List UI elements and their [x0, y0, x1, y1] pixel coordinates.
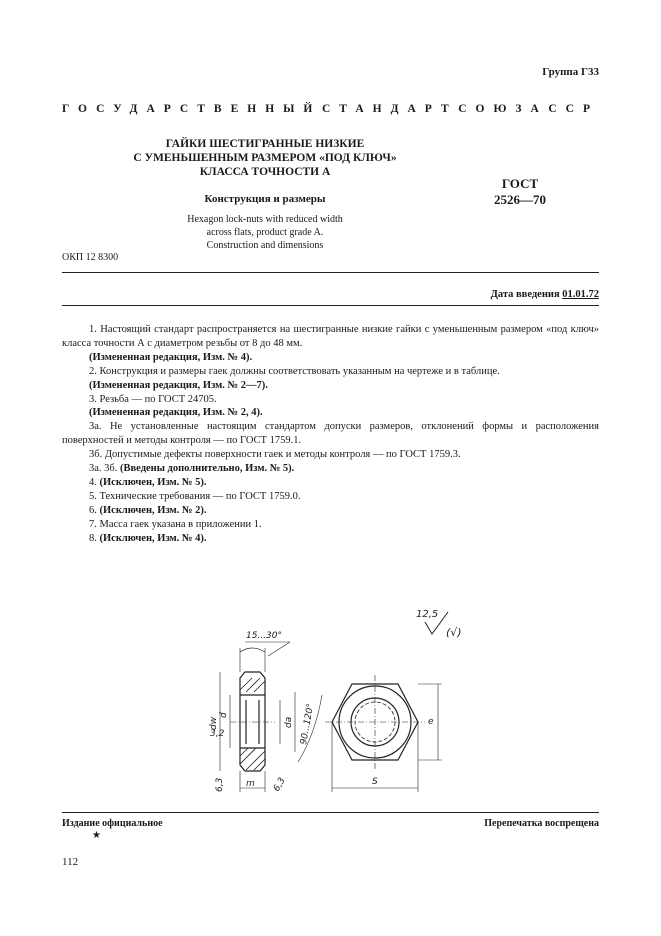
- paragraph: [62, 532, 599, 546]
- divider: [62, 812, 599, 813]
- paragraph: [62, 379, 599, 393]
- paragraph: 5. Технические требования — по ГОСТ 1759.0.: [89, 490, 301, 502]
- document-body: [62, 323, 599, 546]
- dim-d: d: [219, 712, 229, 718]
- document-subtitle: Конструкция и размеры: [204, 193, 326, 205]
- amendment-note: (Исключен, Изм. № 4).: [99, 532, 207, 544]
- dim-m: m: [246, 779, 255, 789]
- dim-c3: 6,3: [271, 776, 288, 794]
- standard-word: ССР: [548, 103, 599, 115]
- okp-code: ОКП 12 8300: [62, 252, 119, 263]
- paragraph: [62, 406, 599, 420]
- group-code: Группа Г33: [542, 66, 599, 78]
- roughness-sub: (√): [446, 626, 462, 639]
- dim-da: da: [284, 716, 294, 728]
- divider: [62, 305, 599, 306]
- date-value: 01.01.72: [562, 289, 599, 300]
- standard-word: СТАНДАРТ: [321, 103, 458, 115]
- amendment-note: (Измененная редакция, Изм. № 4).: [89, 351, 253, 363]
- reprint-note: Перепечатка воспрещена: [484, 818, 599, 829]
- dim-e: e: [428, 717, 434, 727]
- amendment-note: (Измененная редакция, Изм. № 2—7).: [89, 379, 268, 391]
- divider: [62, 272, 599, 273]
- gost-label: ГОСТ: [501, 176, 539, 191]
- roughness-value: 12,5: [416, 609, 439, 620]
- paragraph: [62, 351, 599, 365]
- effective-date: [491, 289, 599, 300]
- dim-c1: 3,2: [210, 729, 225, 739]
- dim-s: S: [372, 777, 378, 787]
- dim-c2: 6,3: [215, 777, 225, 792]
- english-line: Hexagon lock-nuts with reduced width: [187, 214, 343, 225]
- amendment-note: (Исключен, Изм. № 5).: [99, 476, 207, 488]
- paragraph: 1. Настоящий стандарт распространяется на шестигранные низкие гайки с уменьшенным размером «под ключ» класса точности А с диаметром резьбы от 8 до 48 мм.: [62, 324, 599, 349]
- clause-number: 3а. 3б.: [89, 463, 118, 475]
- document-title: [100, 137, 430, 179]
- clause-number: 8.: [89, 532, 97, 544]
- paragraph: 7. Масса гаек указана в приложении 1.: [89, 518, 262, 530]
- standard-word: ГОСУДАРСТВЕННЫЙ: [62, 103, 322, 115]
- title-line: С УМЕНЬШЕННЫМ РАЗМЕРОМ «ПОД КЛЮЧ»: [133, 152, 397, 164]
- paragraph: 3. Резьба — по ГОСТ 24705.: [89, 393, 217, 405]
- dim-dw: dw: [209, 716, 219, 730]
- front-view: [325, 675, 442, 792]
- title-line: КЛАССА ТОЧНОСТИ А: [199, 166, 331, 178]
- edition-note: Издание официальное: [62, 818, 163, 829]
- english-title: [100, 213, 430, 252]
- amendment-note: (Исключен, Изм. № 2).: [99, 504, 207, 516]
- paragraph: [62, 504, 599, 518]
- paragraph: [62, 462, 599, 476]
- paragraph: 3б. Допустимые дефекты поверхности гаек и методы контроля — по ГОСТ 1759.3.: [89, 449, 461, 461]
- star-icon: ★: [92, 830, 101, 841]
- title-line: ГАЙКИ ШЕСТИГРАННЫЕ НИЗКИЕ: [165, 138, 365, 150]
- paragraph: 2. Конструкция и размеры гаек должны соответствовать указанным на чертеже и в таблице.: [89, 365, 500, 377]
- countersink-angle-label: 90...120°: [299, 702, 317, 746]
- clause-number: 4.: [89, 476, 97, 488]
- paragraph: [62, 476, 599, 490]
- gost-code: 2526—70: [494, 192, 546, 207]
- amendment-note: (Введены дополнительно, Изм. № 5).: [120, 463, 295, 475]
- chamfer-angle-label: 15...30°: [246, 631, 282, 641]
- english-line: Construction and dimensions: [206, 240, 324, 251]
- paragraph: 3а. Не установленные настоящим стандартом допуски размеров, отклонений формы и расположения поверхностей и методы контроля — по ГОСТ 1759.1.: [62, 421, 599, 447]
- gost-number: [460, 176, 580, 208]
- page-number: 112: [62, 856, 79, 868]
- date-label: Дата введения: [490, 289, 560, 300]
- standard-heading: [62, 103, 599, 115]
- nut-drawing: [180, 600, 480, 805]
- standard-word: СОЮЗА: [458, 103, 548, 115]
- english-line: across flats, product grade A.: [206, 227, 324, 238]
- clause-number: 6.: [89, 504, 97, 516]
- amendment-note: (Измененная редакция, Изм. № 2, 4).: [89, 407, 263, 419]
